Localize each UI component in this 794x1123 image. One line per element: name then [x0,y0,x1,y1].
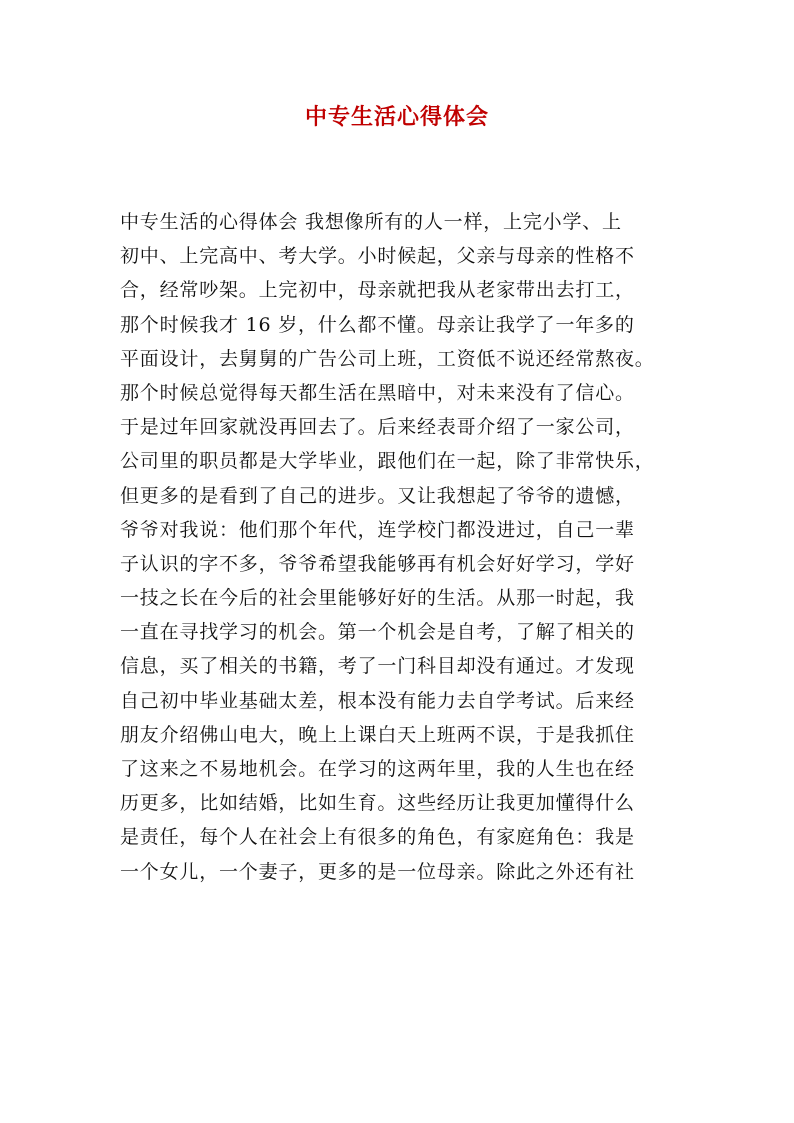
body-line: 公司里的职员都是大学毕业，跟他们在一起，除了非常快乐， [120,450,655,473]
body-line: 子认识的字不多，爷爷希望我能够再有机会好好学习，学好 [120,552,635,575]
body-line: 一技之长在今后的社会里能够好好的生活。从那一时起，我 [120,587,635,610]
body-line: 了这来之不易地机会。在学习的这两年里，我的人生也在经 [120,758,635,780]
document-title: 中专生活心得体会 [304,104,489,130]
body-line: 是责任，每个人在社会上有很多的角色，有家庭角色：我是 [120,826,635,849]
body-line: 中专生活的心得体会 我想像所有的人一样，上完小学、上 [120,211,622,233]
body-line: 合，经常吵架。上完初中，母亲就把我从老家带出去打工， [120,279,635,302]
body-line: 初中、上完高中、考大学。小时候起，父亲与母亲的性格不 [120,245,635,268]
body-line: 那个时候我才 16 岁，什么都不懂。母亲让我学了一年多的 [120,313,635,336]
body-line: 信息，买了相关的书籍，考了一门科目却没有通过。才发现 [120,655,635,678]
body-line: 于是过年回家就没再回去了。后来经表哥介绍了一家公司， [120,416,635,439]
body-line: 但更多的是看到了自己的进步。又让我想起了爷爷的遗憾， [120,484,635,507]
body-line: 平面设计，去舅舅的广告公司上班，工资低不说还经常熬夜。 [120,347,655,370]
body-line: 爷爷对我说：他们那个年代，连学校门都没进过，自己一辈 [120,518,635,541]
body-line: 那个时候总觉得每天都生活在黑暗中，对未来没有了信心。 [120,381,635,404]
body-line: 朋友介绍佛山电大，晚上上课白天上班两不误，于是我抓住 [120,723,635,746]
body-line: 一个女儿，一个妻子，更多的是一位母亲。除此之外还有社 [120,860,635,883]
document-body [120,205,680,889]
body-line: 历更多，比如结婚，比如生育。这些经历让我更加懂得什么 [120,792,635,815]
body-line: 一直在寻找学习的机会。第一个机会是自考，了解了相关的 [120,621,635,644]
body-line: 自己初中毕业基础太差，根本没有能力去自学考试。后来经 [120,689,635,712]
